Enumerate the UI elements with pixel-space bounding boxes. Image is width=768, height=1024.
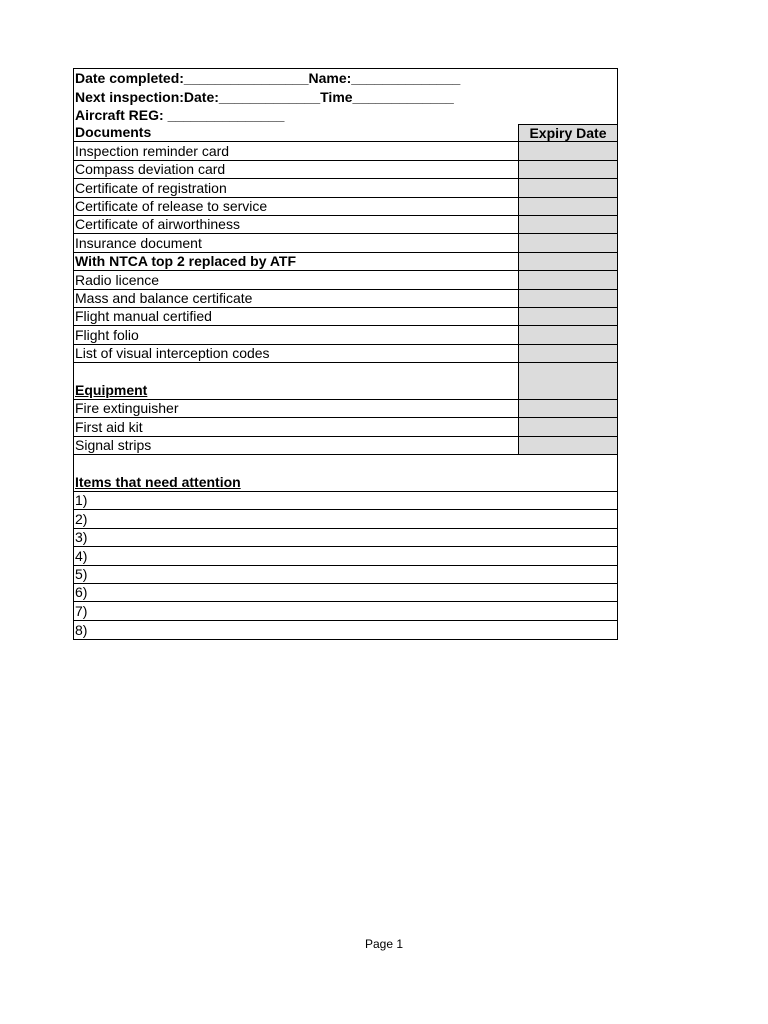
document-row bbox=[74, 345, 617, 363]
attention-item-number: 8) bbox=[75, 622, 88, 639]
ntca-note: With NTCA top 2 replaced by ATF bbox=[75, 253, 297, 270]
document-row bbox=[74, 271, 617, 289]
document-row bbox=[74, 198, 617, 216]
document-label: Inspection reminder card bbox=[75, 142, 230, 159]
attention-row[interactable] bbox=[74, 621, 617, 639]
expiry-date-cell[interactable] bbox=[518, 345, 617, 362]
documents-heading: Documents bbox=[75, 124, 152, 141]
document-label: Flight folio bbox=[75, 326, 139, 343]
page-number: Page 1 bbox=[364, 937, 404, 951]
expiry-date-cell[interactable] bbox=[518, 271, 617, 288]
document-row bbox=[74, 308, 617, 326]
attention-item-number: 5) bbox=[75, 565, 88, 582]
document-label: Certificate of airworthiness bbox=[75, 216, 240, 233]
document-label: Radio licence bbox=[75, 271, 160, 288]
expiry-date-cell[interactable] bbox=[518, 216, 617, 233]
expiry-date-cell[interactable] bbox=[518, 400, 617, 417]
document-label: Mass and balance certificate bbox=[75, 289, 253, 306]
expiry-date-cell[interactable] bbox=[518, 326, 617, 343]
expiry-date-cell[interactable] bbox=[518, 198, 617, 215]
checklist-sheet bbox=[73, 68, 618, 640]
expiry-date-header: Expiry Date bbox=[518, 124, 617, 141]
attention-heading: Items that need attention bbox=[75, 473, 241, 490]
expiry-date-cell[interactable] bbox=[518, 253, 617, 270]
attention-row[interactable] bbox=[74, 602, 617, 620]
document-label: Certificate of registration bbox=[75, 179, 227, 196]
document-row bbox=[74, 142, 617, 160]
attention-row[interactable] bbox=[74, 492, 617, 510]
attention-item-number: 1) bbox=[75, 492, 88, 509]
attention-item-number: 2) bbox=[75, 510, 88, 527]
expiry-date-cell[interactable] bbox=[518, 363, 617, 399]
next-inspection-line: Next inspection:Date:_____________Time_____________ bbox=[75, 89, 454, 105]
attention-item-number: 7) bbox=[75, 602, 88, 619]
expiry-date-cell[interactable] bbox=[518, 161, 617, 178]
document-row bbox=[74, 161, 617, 179]
expiry-date-cell[interactable] bbox=[518, 290, 617, 307]
attention-row[interactable] bbox=[74, 529, 617, 547]
equipment-heading-row bbox=[74, 363, 617, 400]
document-row bbox=[74, 216, 617, 234]
equipment-row bbox=[74, 400, 617, 418]
expiry-date-cell[interactable] bbox=[518, 308, 617, 325]
attention-row[interactable] bbox=[74, 547, 617, 565]
attention-item-number: 3) bbox=[75, 529, 88, 546]
ntca-note-row bbox=[74, 253, 617, 271]
equipment-row bbox=[74, 418, 617, 436]
equipment-label: Signal strips bbox=[75, 437, 152, 454]
attention-item-number: 6) bbox=[75, 584, 88, 601]
equipment-label: Fire extinguisher bbox=[75, 400, 179, 417]
equipment-heading: Equipment bbox=[75, 381, 148, 398]
document-label: Compass deviation card bbox=[75, 161, 226, 178]
document-label: Certificate of release to service bbox=[75, 197, 268, 214]
attention-row[interactable] bbox=[74, 584, 617, 602]
date-completed-line: Date completed:________________Name:______________ bbox=[75, 70, 461, 86]
expiry-date-cell[interactable] bbox=[518, 234, 617, 251]
document-row bbox=[74, 234, 617, 252]
document-label: Flight manual certified bbox=[75, 308, 212, 325]
documents-heading-row bbox=[74, 124, 617, 142]
expiry-date-cell[interactable] bbox=[518, 437, 617, 454]
document-row bbox=[74, 179, 617, 197]
document-row bbox=[74, 290, 617, 308]
equipment-label: First aid kit bbox=[75, 418, 143, 435]
attention-item-number: 4) bbox=[75, 547, 88, 564]
aircraft-reg-line: Aircraft REG: _______________ bbox=[75, 107, 285, 123]
expiry-date-cell[interactable] bbox=[518, 142, 617, 159]
document-row bbox=[74, 326, 617, 344]
expiry-date-cell[interactable] bbox=[518, 179, 617, 196]
attention-heading-row bbox=[74, 455, 617, 492]
attention-row[interactable] bbox=[74, 510, 617, 528]
document-label: List of visual interception codes bbox=[75, 345, 270, 362]
document-label: Insurance document bbox=[75, 234, 202, 251]
attention-row[interactable] bbox=[74, 566, 617, 584]
equipment-row bbox=[74, 437, 617, 455]
expiry-date-cell[interactable] bbox=[518, 418, 617, 435]
